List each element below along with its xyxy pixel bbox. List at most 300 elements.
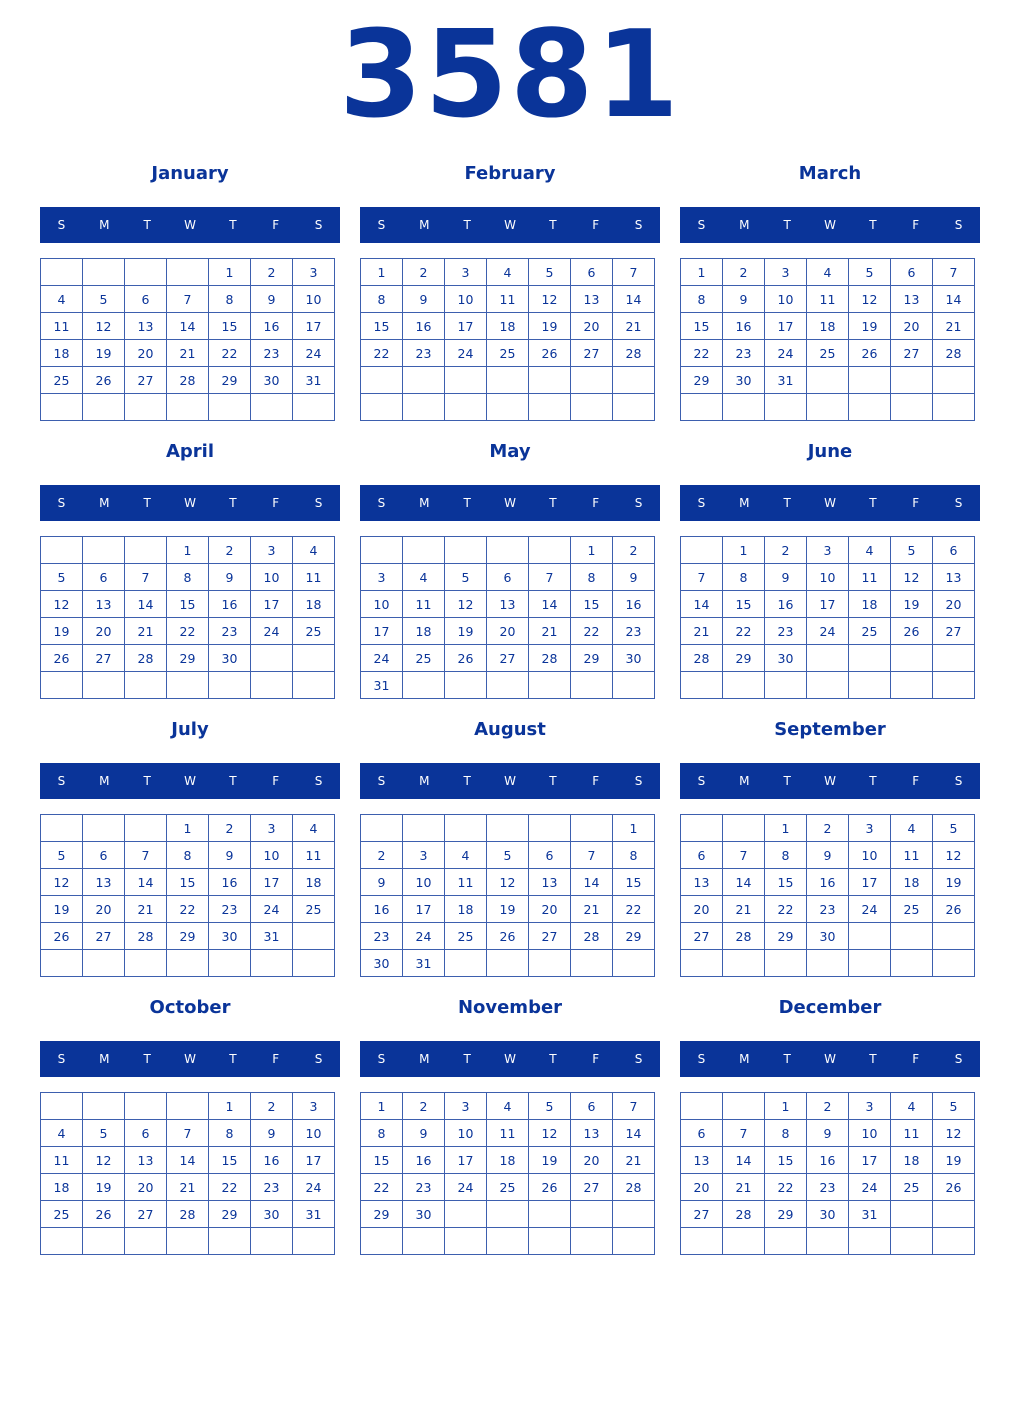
empty-cell: [891, 645, 933, 672]
weekday-header: [680, 485, 980, 521]
empty-cell: [681, 950, 723, 977]
week-row: [361, 1147, 655, 1174]
empty-cell: [571, 672, 613, 699]
empty-cell: [487, 815, 529, 842]
week-row: [41, 869, 335, 896]
empty-cell: [167, 1228, 209, 1255]
day-cell: 15: [209, 1147, 251, 1174]
weekday-label: S: [57, 218, 66, 232]
empty-cell: [487, 1201, 529, 1228]
week-row: [361, 923, 655, 950]
day-cell: 26: [83, 1201, 125, 1228]
month-name: October: [149, 997, 231, 1018]
day-cell: 28: [723, 923, 765, 950]
day-cell: 11: [849, 564, 891, 591]
day-cell: 19: [849, 313, 891, 340]
day-cell: 15: [765, 869, 807, 896]
weekday-label: W: [504, 774, 516, 788]
week-row: [681, 1174, 975, 1201]
day-grid: [360, 536, 655, 699]
day-cell: 21: [125, 896, 167, 923]
day-cell: 5: [891, 537, 933, 564]
day-cell: 30: [613, 645, 655, 672]
empty-cell: [891, 672, 933, 699]
week-row: [361, 842, 655, 869]
empty-cell: [293, 1228, 335, 1255]
day-cell: 20: [681, 1174, 723, 1201]
day-cell: 18: [445, 896, 487, 923]
day-cell: 28: [125, 645, 167, 672]
empty-cell: [209, 950, 251, 977]
week-row: [41, 1147, 335, 1174]
empty-cell: [125, 394, 167, 421]
weekday-label: W: [184, 1052, 196, 1066]
day-cell: 18: [487, 313, 529, 340]
day-cell: 8: [681, 286, 723, 313]
weekday-label: S: [697, 1052, 706, 1066]
day-cell: 9: [209, 564, 251, 591]
day-cell: 19: [529, 1147, 571, 1174]
day-cell: 23: [209, 618, 251, 645]
empty-cell: [933, 672, 975, 699]
week-row: [361, 537, 655, 564]
empty-cell: [403, 367, 445, 394]
day-cell: 1: [209, 259, 251, 286]
empty-cell: [891, 394, 933, 421]
empty-cell: [571, 394, 613, 421]
empty-cell: [487, 1228, 529, 1255]
day-cell: 25: [403, 645, 445, 672]
weekday-header: [360, 207, 660, 243]
day-cell: 10: [251, 842, 293, 869]
empty-cell: [403, 394, 445, 421]
day-cell: 4: [487, 1093, 529, 1120]
day-cell: 2: [807, 1093, 849, 1120]
day-cell: 4: [487, 259, 529, 286]
day-cell: 18: [403, 618, 445, 645]
weekday-label: T: [549, 218, 557, 232]
day-cell: 27: [125, 367, 167, 394]
weekday-header: [40, 763, 340, 799]
month-name: January: [151, 163, 229, 184]
day-cell: 19: [487, 896, 529, 923]
day-cell: 6: [125, 286, 167, 313]
day-cell: 3: [445, 1093, 487, 1120]
day-cell: 9: [807, 842, 849, 869]
empty-cell: [807, 950, 849, 977]
week-row: [41, 537, 335, 564]
empty-cell: [891, 1228, 933, 1255]
day-cell: 14: [125, 869, 167, 896]
day-cell: 9: [403, 286, 445, 313]
day-cell: 25: [41, 367, 83, 394]
empty-cell: [403, 672, 445, 699]
empty-cell: [613, 1228, 655, 1255]
empty-cell: [83, 394, 125, 421]
day-grid: [360, 258, 655, 421]
weekday-label: S: [377, 218, 386, 232]
day-cell: 31: [765, 367, 807, 394]
day-cell: 8: [209, 286, 251, 313]
day-cell: 28: [125, 923, 167, 950]
empty-cell: [529, 815, 571, 842]
day-cell: 4: [891, 815, 933, 842]
day-cell: 18: [891, 869, 933, 896]
empty-cell: [41, 1228, 83, 1255]
day-cell: 23: [209, 896, 251, 923]
week-row: [361, 672, 655, 699]
day-cell: 29: [361, 1201, 403, 1228]
day-cell: 11: [41, 1147, 83, 1174]
day-cell: 16: [251, 1147, 293, 1174]
day-cell: 22: [571, 618, 613, 645]
day-cell: 7: [723, 1120, 765, 1147]
day-cell: 18: [41, 340, 83, 367]
day-cell: 21: [529, 618, 571, 645]
weekday-label: S: [57, 496, 66, 510]
day-cell: 16: [807, 1147, 849, 1174]
day-cell: 9: [613, 564, 655, 591]
day-cell: 23: [251, 1174, 293, 1201]
weekday-label: T: [783, 1052, 791, 1066]
day-cell: 9: [209, 842, 251, 869]
empty-cell: [83, 815, 125, 842]
day-cell: 31: [403, 950, 445, 977]
empty-cell: [125, 537, 167, 564]
day-cell: 17: [403, 896, 445, 923]
day-cell: 11: [487, 1120, 529, 1147]
day-cell: 15: [167, 591, 209, 618]
weekday-label: M: [99, 218, 110, 232]
weekday-label: M: [99, 496, 110, 510]
day-cell: 7: [613, 1093, 655, 1120]
day-cell: 18: [891, 1147, 933, 1174]
day-cell: 27: [83, 923, 125, 950]
day-cell: 6: [681, 1120, 723, 1147]
day-cell: 5: [83, 286, 125, 313]
empty-cell: [807, 367, 849, 394]
day-cell: 28: [613, 340, 655, 367]
week-row: [681, 259, 975, 286]
day-cell: 23: [807, 1174, 849, 1201]
weekday-label: T: [869, 496, 877, 510]
day-cell: 16: [765, 591, 807, 618]
day-cell: 10: [849, 842, 891, 869]
day-cell: 18: [487, 1147, 529, 1174]
month-name: July: [171, 719, 209, 740]
week-row: [681, 923, 975, 950]
day-cell: 24: [445, 340, 487, 367]
day-cell: 25: [891, 896, 933, 923]
empty-cell: [167, 672, 209, 699]
week-row: [361, 367, 655, 394]
empty-cell: [41, 672, 83, 699]
day-cell: 13: [571, 286, 613, 313]
day-cell: 7: [723, 842, 765, 869]
empty-cell: [681, 815, 723, 842]
weekday-label: F: [272, 496, 280, 510]
day-cell: 14: [933, 286, 975, 313]
day-cell: 12: [933, 842, 975, 869]
day-cell: 28: [571, 923, 613, 950]
month-name: February: [464, 163, 556, 184]
day-cell: 13: [571, 1120, 613, 1147]
day-cell: 17: [445, 313, 487, 340]
empty-cell: [807, 645, 849, 672]
empty-cell: [849, 645, 891, 672]
weekday-label: S: [377, 496, 386, 510]
weekday-label: W: [184, 496, 196, 510]
week-row: [41, 842, 335, 869]
empty-cell: [83, 259, 125, 286]
day-cell: 12: [83, 1147, 125, 1174]
weekday-label: S: [314, 774, 323, 788]
day-cell: 29: [613, 923, 655, 950]
empty-cell: [849, 367, 891, 394]
weekday-label: S: [314, 1052, 323, 1066]
day-cell: 9: [403, 1120, 445, 1147]
empty-cell: [293, 923, 335, 950]
day-cell: 21: [125, 618, 167, 645]
day-cell: 14: [723, 1147, 765, 1174]
empty-cell: [83, 537, 125, 564]
day-cell: 26: [529, 340, 571, 367]
empty-cell: [41, 394, 83, 421]
day-cell: 30: [723, 367, 765, 394]
day-cell: 10: [251, 564, 293, 591]
weekday-label: S: [634, 218, 643, 232]
weekday-label: T: [549, 774, 557, 788]
day-cell: 26: [41, 923, 83, 950]
empty-cell: [445, 394, 487, 421]
week-row: [361, 286, 655, 313]
day-cell: 26: [933, 1174, 975, 1201]
day-cell: 17: [849, 869, 891, 896]
day-cell: 12: [933, 1120, 975, 1147]
weekday-label: M: [419, 496, 430, 510]
weekday-label: T: [549, 496, 557, 510]
empty-cell: [41, 950, 83, 977]
day-cell: 12: [445, 591, 487, 618]
day-cell: 6: [487, 564, 529, 591]
day-cell: 11: [403, 591, 445, 618]
day-cell: 4: [891, 1093, 933, 1120]
day-cell: 19: [445, 618, 487, 645]
day-cell: 16: [403, 313, 445, 340]
day-cell: 16: [361, 896, 403, 923]
day-cell: 25: [41, 1201, 83, 1228]
empty-cell: [487, 950, 529, 977]
day-cell: 7: [167, 286, 209, 313]
week-row: [361, 1120, 655, 1147]
weekday-label: W: [824, 496, 836, 510]
empty-cell: [125, 950, 167, 977]
empty-cell: [167, 950, 209, 977]
day-cell: 9: [251, 286, 293, 313]
empty-cell: [125, 1228, 167, 1255]
day-cell: 20: [891, 313, 933, 340]
day-cell: 3: [849, 815, 891, 842]
day-cell: 23: [251, 340, 293, 367]
weekday-label: T: [229, 1052, 237, 1066]
empty-cell: [529, 950, 571, 977]
day-cell: 12: [83, 313, 125, 340]
day-cell: 15: [765, 1147, 807, 1174]
day-cell: 27: [681, 923, 723, 950]
day-cell: 4: [807, 259, 849, 286]
empty-cell: [41, 1093, 83, 1120]
weekday-label: F: [912, 1052, 920, 1066]
empty-cell: [251, 950, 293, 977]
day-cell: 26: [933, 896, 975, 923]
weekday-label: T: [463, 1052, 471, 1066]
day-cell: 28: [681, 645, 723, 672]
day-cell: 2: [723, 259, 765, 286]
week-row: [41, 394, 335, 421]
day-cell: 17: [293, 1147, 335, 1174]
week-row: [681, 313, 975, 340]
day-cell: 6: [125, 1120, 167, 1147]
year-title: 3581: [339, 6, 681, 145]
day-grid: [360, 814, 655, 977]
day-cell: 14: [571, 869, 613, 896]
day-cell: 13: [891, 286, 933, 313]
day-cell: 7: [529, 564, 571, 591]
day-cell: 23: [723, 340, 765, 367]
empty-cell: [849, 672, 891, 699]
empty-cell: [83, 1093, 125, 1120]
day-cell: 2: [807, 815, 849, 842]
empty-cell: [807, 1228, 849, 1255]
empty-cell: [933, 950, 975, 977]
empty-cell: [849, 394, 891, 421]
week-row: [681, 645, 975, 672]
month-name: May: [489, 441, 531, 462]
day-cell: 1: [765, 815, 807, 842]
day-cell: 19: [933, 869, 975, 896]
empty-cell: [681, 537, 723, 564]
day-cell: 5: [933, 1093, 975, 1120]
day-cell: 26: [487, 923, 529, 950]
empty-cell: [293, 950, 335, 977]
weekday-label: W: [184, 218, 196, 232]
empty-cell: [487, 367, 529, 394]
empty-cell: [613, 950, 655, 977]
weekday-label: W: [504, 496, 516, 510]
day-cell: 13: [83, 869, 125, 896]
week-row: [41, 591, 335, 618]
day-cell: 3: [849, 1093, 891, 1120]
weekday-label: W: [824, 218, 836, 232]
day-cell: 4: [403, 564, 445, 591]
day-cell: 3: [251, 815, 293, 842]
day-cell: 25: [807, 340, 849, 367]
week-row: [41, 313, 335, 340]
day-cell: 21: [167, 1174, 209, 1201]
day-cell: 30: [765, 645, 807, 672]
weekday-label: W: [504, 1052, 516, 1066]
empty-cell: [167, 394, 209, 421]
day-cell: 9: [807, 1120, 849, 1147]
day-cell: 10: [293, 286, 335, 313]
day-cell: 12: [529, 286, 571, 313]
day-cell: 13: [83, 591, 125, 618]
day-cell: 20: [487, 618, 529, 645]
day-cell: 8: [361, 1120, 403, 1147]
weekday-label: S: [634, 1052, 643, 1066]
day-cell: 6: [933, 537, 975, 564]
month-name: December: [778, 997, 882, 1018]
day-cell: 11: [293, 564, 335, 591]
day-cell: 7: [167, 1120, 209, 1147]
day-cell: 3: [807, 537, 849, 564]
empty-cell: [209, 394, 251, 421]
day-cell: 19: [41, 896, 83, 923]
day-cell: 29: [681, 367, 723, 394]
day-cell: 27: [83, 645, 125, 672]
weekday-label: S: [697, 218, 706, 232]
week-row: [361, 313, 655, 340]
week-row: [681, 340, 975, 367]
empty-cell: [681, 1228, 723, 1255]
day-cell: 1: [613, 815, 655, 842]
empty-cell: [403, 537, 445, 564]
empty-cell: [571, 367, 613, 394]
day-cell: 30: [209, 645, 251, 672]
day-cell: 28: [167, 1201, 209, 1228]
empty-cell: [933, 1201, 975, 1228]
day-cell: 2: [251, 259, 293, 286]
day-cell: 12: [487, 869, 529, 896]
day-cell: 11: [891, 842, 933, 869]
week-row: [681, 842, 975, 869]
weekday-label: F: [912, 218, 920, 232]
day-cell: 24: [807, 618, 849, 645]
day-cell: 11: [445, 869, 487, 896]
weekday-label: T: [143, 218, 151, 232]
day-cell: 17: [293, 313, 335, 340]
day-cell: 17: [251, 591, 293, 618]
day-cell: 15: [571, 591, 613, 618]
day-cell: 6: [83, 564, 125, 591]
week-row: [41, 340, 335, 367]
day-cell: 21: [723, 1174, 765, 1201]
day-cell: 23: [807, 896, 849, 923]
empty-cell: [681, 672, 723, 699]
empty-cell: [125, 259, 167, 286]
day-cell: 22: [613, 896, 655, 923]
empty-cell: [41, 815, 83, 842]
day-cell: 10: [445, 1120, 487, 1147]
day-cell: 27: [891, 340, 933, 367]
day-cell: 16: [209, 591, 251, 618]
empty-cell: [83, 672, 125, 699]
empty-cell: [361, 367, 403, 394]
day-cell: 4: [41, 286, 83, 313]
day-cell: 30: [403, 1201, 445, 1228]
day-cell: 27: [571, 340, 613, 367]
day-cell: 30: [251, 1201, 293, 1228]
week-row: [41, 259, 335, 286]
day-cell: 21: [613, 313, 655, 340]
weekday-label: F: [272, 774, 280, 788]
empty-cell: [723, 950, 765, 977]
empty-cell: [765, 950, 807, 977]
weekday-label: M: [99, 774, 110, 788]
empty-cell: [445, 672, 487, 699]
weekday-label: S: [954, 1052, 963, 1066]
day-grid: [40, 536, 335, 699]
